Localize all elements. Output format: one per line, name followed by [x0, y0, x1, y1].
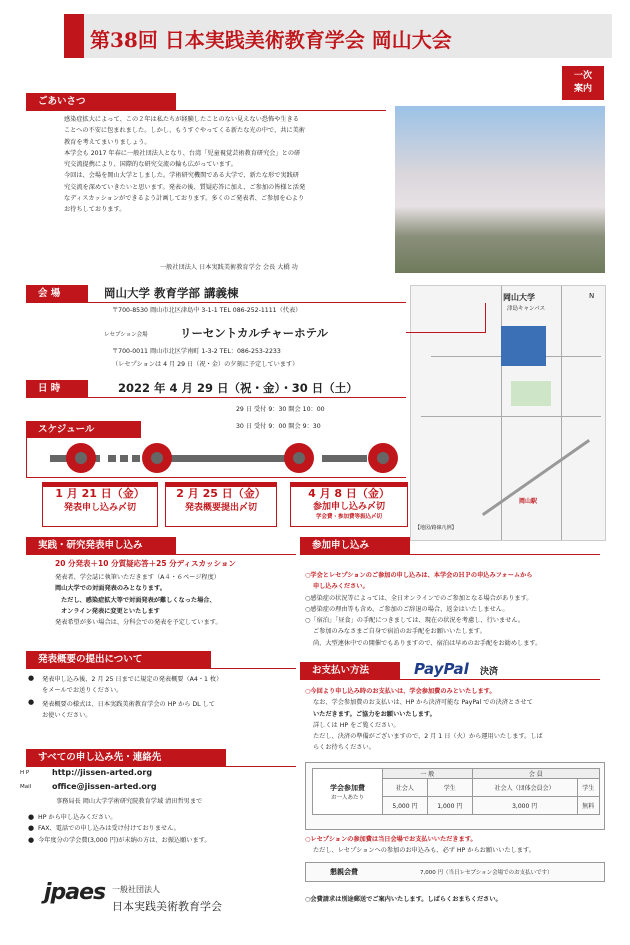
schedule-item-1: 1 月 21 日（金） 発表申し込み〆切	[42, 482, 158, 527]
timeline-marker-1	[66, 443, 96, 473]
contact-notes: ● HP から申し込みください。 ● FAX、電話での申し込みは受け付けておりません。 ● 今年度分の学会費(3,000 円)が未納の方は、お振込願います。	[28, 813, 211, 844]
payment-heading: お支払い方法	[300, 662, 400, 679]
paypal-logo: PayPal	[414, 660, 469, 678]
venue-heading: 会 場	[26, 285, 88, 302]
map-road-4	[561, 286, 562, 541]
map-campus-label: 津島キャンパス	[507, 306, 546, 312]
venue-address: 〒700-8530 岡山市北区津島中 3-1-1 TEL 086-252-1111（代表）	[112, 307, 302, 314]
fee-val-3: 3,000 円	[472, 797, 577, 815]
map-legend: 【地図/路線凡例】	[415, 525, 457, 531]
cherry-blossom-photo	[395, 106, 605, 273]
fee-val-2: 1,000 円	[427, 797, 472, 815]
schedule-item-3: 4 月 8 日（金） 参加申し込み〆切 学会費・参加費等振込〆切	[290, 482, 408, 527]
payment-text: ○今回より申し込み時のお支払いは、学会参加費のみといたします。 なお、学会参加費のお支払いは、HP から決済可能な PayPal での決済とさせて いただきます。ご協力をお願いいたします。 詳しくは HP をご覧ください。 ただし、決済の準備がございますので、2 月 1 日（火）から運用いたします。しば らくお待ちください。	[305, 688, 543, 752]
party-fee-label: 懇親会費	[330, 868, 358, 876]
reception-address: 〒700-0011 岡山市北区学南町 1-3-2 TEL：086-253-2233	[112, 348, 281, 355]
contact-office: 事務局長 岡山大学学術研究院教育学域 清田哲男まで	[56, 798, 203, 805]
venue-name: 岡山大学 教育学部 講義棟	[104, 286, 239, 300]
jpaes-logo: jpaes	[44, 880, 106, 905]
fee-val-1: 5,000 円	[383, 797, 428, 815]
greeting-signature: 一般社団法人 日本実践美術教育学会 会長 大橋 功	[160, 264, 298, 271]
date-day29: 29 日 受付 9：30 開会 10：00	[236, 406, 325, 413]
map-uni-label: 岡山大学	[503, 293, 535, 302]
venue-connector	[406, 303, 486, 333]
presentation-format: 20 分発表＋10 分質疑応答＋25 分ディスカッション	[55, 559, 236, 568]
mail-link[interactable]: office@jissen-arted.org	[52, 782, 157, 791]
fee-col-4: 学生	[577, 779, 599, 797]
timeline-bar-3	[322, 455, 367, 462]
date-heading: 日 時	[26, 380, 88, 397]
bullet-icon: ●	[28, 835, 35, 844]
timeline-bar-2	[170, 455, 285, 462]
summary-text: 発表申し込み後、2 月 25 日までに規定の発表概要（A4・1 枚） をメールでお送りください。 発表概要の様式は、日本実践美術教育学会の HP から DL して お使いください。	[42, 676, 223, 719]
fee-row-sub: お一人あたり	[330, 794, 364, 801]
reception-label: レセプション会場	[104, 332, 148, 338]
footer-org-type: 一般社団法人	[112, 885, 160, 894]
presentation-text: 発表者、学会誌に執筆いただきます（A４・６ページ程度） 岡山大学での対面発表のみとなります。 ただし、感染症拡大等で対面発表が難しくなった場合、 オンライン発表に変更といたします 発表希望が多い場合は、分科会での発表を予定しています。	[55, 574, 222, 627]
map-station-label: 岡山駅	[519, 498, 538, 505]
participation-text: ○学会とレセプションのご参加の申し込みは、本学会のＨＰの申込みフォームから 申し込みください。 ○感染症の状況等によっては、全日オンラインでのご参加となる場合があります。 ○感染症の理由等も含め、ご参加のご辞退の場合、返金はいたしません。 ○「宿泊」「昼食」の手配につきましては、現在の状況を考慮し、行いません。 ご参加のみなさまご自身で宿泊のお手配をお願いいたします。 尚、大型連休中での開催でもありますので、宿泊は早めのお手配をお勧めします。	[305, 572, 542, 647]
timeline-marker-2	[142, 443, 172, 473]
payment-rule	[300, 679, 600, 680]
page-title: 第38回 日本実践美術教育学会 岡山大会	[90, 28, 452, 52]
billing-note: ○会費請求は別途郵送でご案内いたします。しばらくおまちください。	[305, 896, 502, 903]
greeting-rule	[26, 110, 386, 111]
date-main: 2022 年 4 月 29 日（祝・金）・30 日（土）	[118, 381, 358, 395]
fee-val-4: 無料	[577, 797, 599, 815]
fee-col-3: 社会人（団体会員会）	[472, 779, 577, 797]
reception-fee-text: ○レセプションの参加費は当日会場でお支払いいただきます。 ただし、レセプションへの参加のお申込みも、必ず HP からお願いいたします。	[305, 836, 535, 855]
reception-note: （レセプションは 4 月 29 日（祝・金）の夕刻に予定しています）	[112, 361, 299, 368]
hp-link[interactable]: http://jissen-arted.org	[52, 768, 153, 777]
venue-rule	[26, 302, 406, 303]
schedule-heading: スケジュール	[26, 421, 141, 438]
summary-rule	[26, 668, 296, 669]
schedule-item-2: 2 月 25 日（金） 発表概要提出〆切	[165, 482, 277, 527]
presentation-heading: 実践・研究発表申し込み	[26, 537, 176, 554]
summary-bullet-2: ●	[28, 698, 35, 706]
summary-heading: 発表概要の提出について	[26, 651, 211, 668]
hp-label: H P	[20, 770, 30, 776]
contact-rule	[26, 766, 296, 767]
timeline-marker-4	[368, 443, 398, 473]
fee-member: 会 員	[472, 769, 599, 779]
map-road-2	[421, 416, 601, 417]
participation-rule	[300, 554, 600, 555]
bullet-icon: ●	[28, 813, 35, 821]
mail-label: Mail	[20, 784, 32, 790]
date-day30: 30 日 受付 9：00 開会 9：30	[236, 423, 321, 430]
greeting-text: 感染症拡大によって、この２年は私たちが経験したことのない見えない恐怖や生きる ことへの不安に包まれました。しかし、もうすぐやってくる新たな光の中で、共に美術 教育を考えてまいりましょう。 本学会も 2017 年春に一般社団法人となり、台湾「児童視覚芸術教育研究会」との研 究交流提携により、国際的な研究交流の輪も広がっています。 今回は、会場を岡山大学としました。学術研究機関である大学で、新たな形で実践研 究交流を深めていきたいと思います。発表の後、質疑応答に加え、ご参加の皆様と活発 なディスカッションができるよう計画しております。多くのご発表者、ご参加を心より お待ちしております。	[64, 116, 306, 214]
participation-heading: 参加申し込み	[300, 537, 410, 554]
timeline-marker-3	[284, 443, 314, 473]
map-north-icon: N	[589, 292, 595, 300]
map-ground	[511, 381, 551, 406]
party-fee-value: 7,000 円（当日レセプション会場でのお支払いです）	[420, 870, 553, 876]
date-rule	[26, 397, 406, 398]
fee-col-2: 学生	[427, 779, 472, 797]
contact-heading: すべての申し込み先・連絡先	[26, 749, 226, 766]
kessai-label: 決済	[480, 667, 499, 677]
fee-col-1: 社会人	[383, 779, 428, 797]
footer-org-name: 日本実践美術教育学会	[112, 900, 222, 913]
fee-row-head: 学会参加費	[330, 783, 365, 792]
fee-table	[312, 768, 600, 815]
bullet-icon: ●	[28, 824, 35, 833]
greeting-heading: ごあいさつ	[26, 93, 176, 110]
summary-bullet-1: ●	[28, 674, 35, 682]
fee-general: 一 般	[383, 769, 473, 779]
presentation-rule	[26, 554, 296, 555]
reception-name: リーセントカルチャーホテル	[180, 326, 329, 340]
first-notice-badge: 一次 案内	[562, 66, 604, 100]
map-campus-area	[501, 326, 546, 366]
